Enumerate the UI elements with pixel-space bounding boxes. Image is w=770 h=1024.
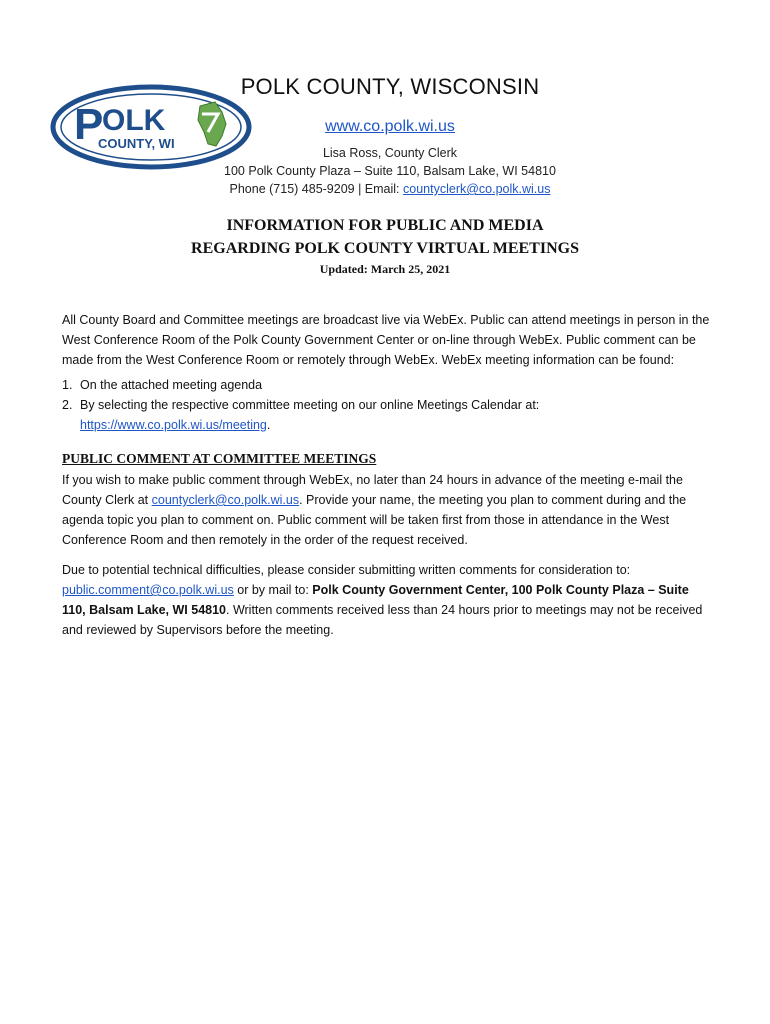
intro-paragraph: All County Board and Committee meetings are broadcast live via WebEx. Public can attend meetings in person in the West Conference Room of the Polk County Government Center or on-line through WebEx. Public comment can be made from the West Conference Room or remotely through WebEx. WebEx meeting information can be found: xyxy=(62,313,710,367)
public-comment-paragraph xyxy=(62,470,714,550)
clerk-email-link[interactable]: countyclerk@co.polk.wi.us xyxy=(403,182,551,196)
paragraph-text: . Provide your name, the meeting you plan to comment during and the agenda topic you plan to comment on. Public comment will be taken first from those in attendance in the West Conference Room and then remotely in the order of the request received. xyxy=(62,493,687,547)
written-comment-paragraph xyxy=(62,560,714,640)
clerk-contact xyxy=(200,182,580,196)
phone-label: Phone (715) 485-9209 | Email: xyxy=(229,182,404,196)
meetings-calendar-link[interactable]: https://www.co.polk.wi.us/meeting xyxy=(80,418,267,432)
list-item-text: On the attached meeting agenda xyxy=(80,378,263,392)
logo-letter-p: P xyxy=(74,100,104,149)
webex-info-list xyxy=(62,375,714,435)
paragraph-text: . Written comments received less than 24 hours prior to meetings may not be received and reviewed by Supervisors before the meeting. xyxy=(62,603,703,637)
mailing-address: Polk County Government Center, 100 Polk County Plaza – Suite 110, Balsam Lake, WI 54810 xyxy=(62,583,689,617)
list-item xyxy=(62,375,714,395)
paragraph-text: Due to potential technical difficulties, please consider submitting written comments for consideration to: xyxy=(62,563,631,577)
document-title-line2: REGARDING POLK COUNTY VIRTUAL MEETINGS xyxy=(191,240,579,257)
list-number: 1. xyxy=(62,378,73,392)
public-comment-heading: PUBLIC COMMENT AT COMMITTEE MEETINGS xyxy=(62,451,377,466)
list-item-text: By selecting the respective committee meeting on our online Meetings Calendar at: xyxy=(80,398,540,412)
list-number: 2. xyxy=(62,398,73,412)
document-title-line1: INFORMATION FOR PUBLIC AND MEDIA xyxy=(226,217,544,234)
paragraph-text: or by mail to: xyxy=(233,583,313,597)
clerk-name: Lisa Ross, County Clerk xyxy=(322,146,458,160)
paragraph-text: If you wish to make public comment through WebEx, no later than 24 hours in advance of the meeting e-mail the County Clerk at xyxy=(62,473,683,507)
logo-subtitle: COUNTY, WI xyxy=(98,136,175,151)
list-item-period: . xyxy=(266,418,271,432)
updated-date: Updated: March 25, 2021 xyxy=(319,262,451,276)
list-item xyxy=(62,395,714,435)
clerk-address: 100 Polk County Plaza – Suite 110, Balsam Lake, WI 54810 xyxy=(224,164,556,178)
logo-word: OLK xyxy=(102,104,166,137)
public-comment-email-link[interactable]: public.comment@co.polk.wi.us xyxy=(62,583,234,597)
county-title: POLK COUNTY, WISCONSIN xyxy=(240,74,540,99)
county-clerk-email-link[interactable]: countyclerk@co.polk.wi.us xyxy=(151,493,300,507)
website-link[interactable]: www.co.polk.wi.us xyxy=(325,118,455,135)
